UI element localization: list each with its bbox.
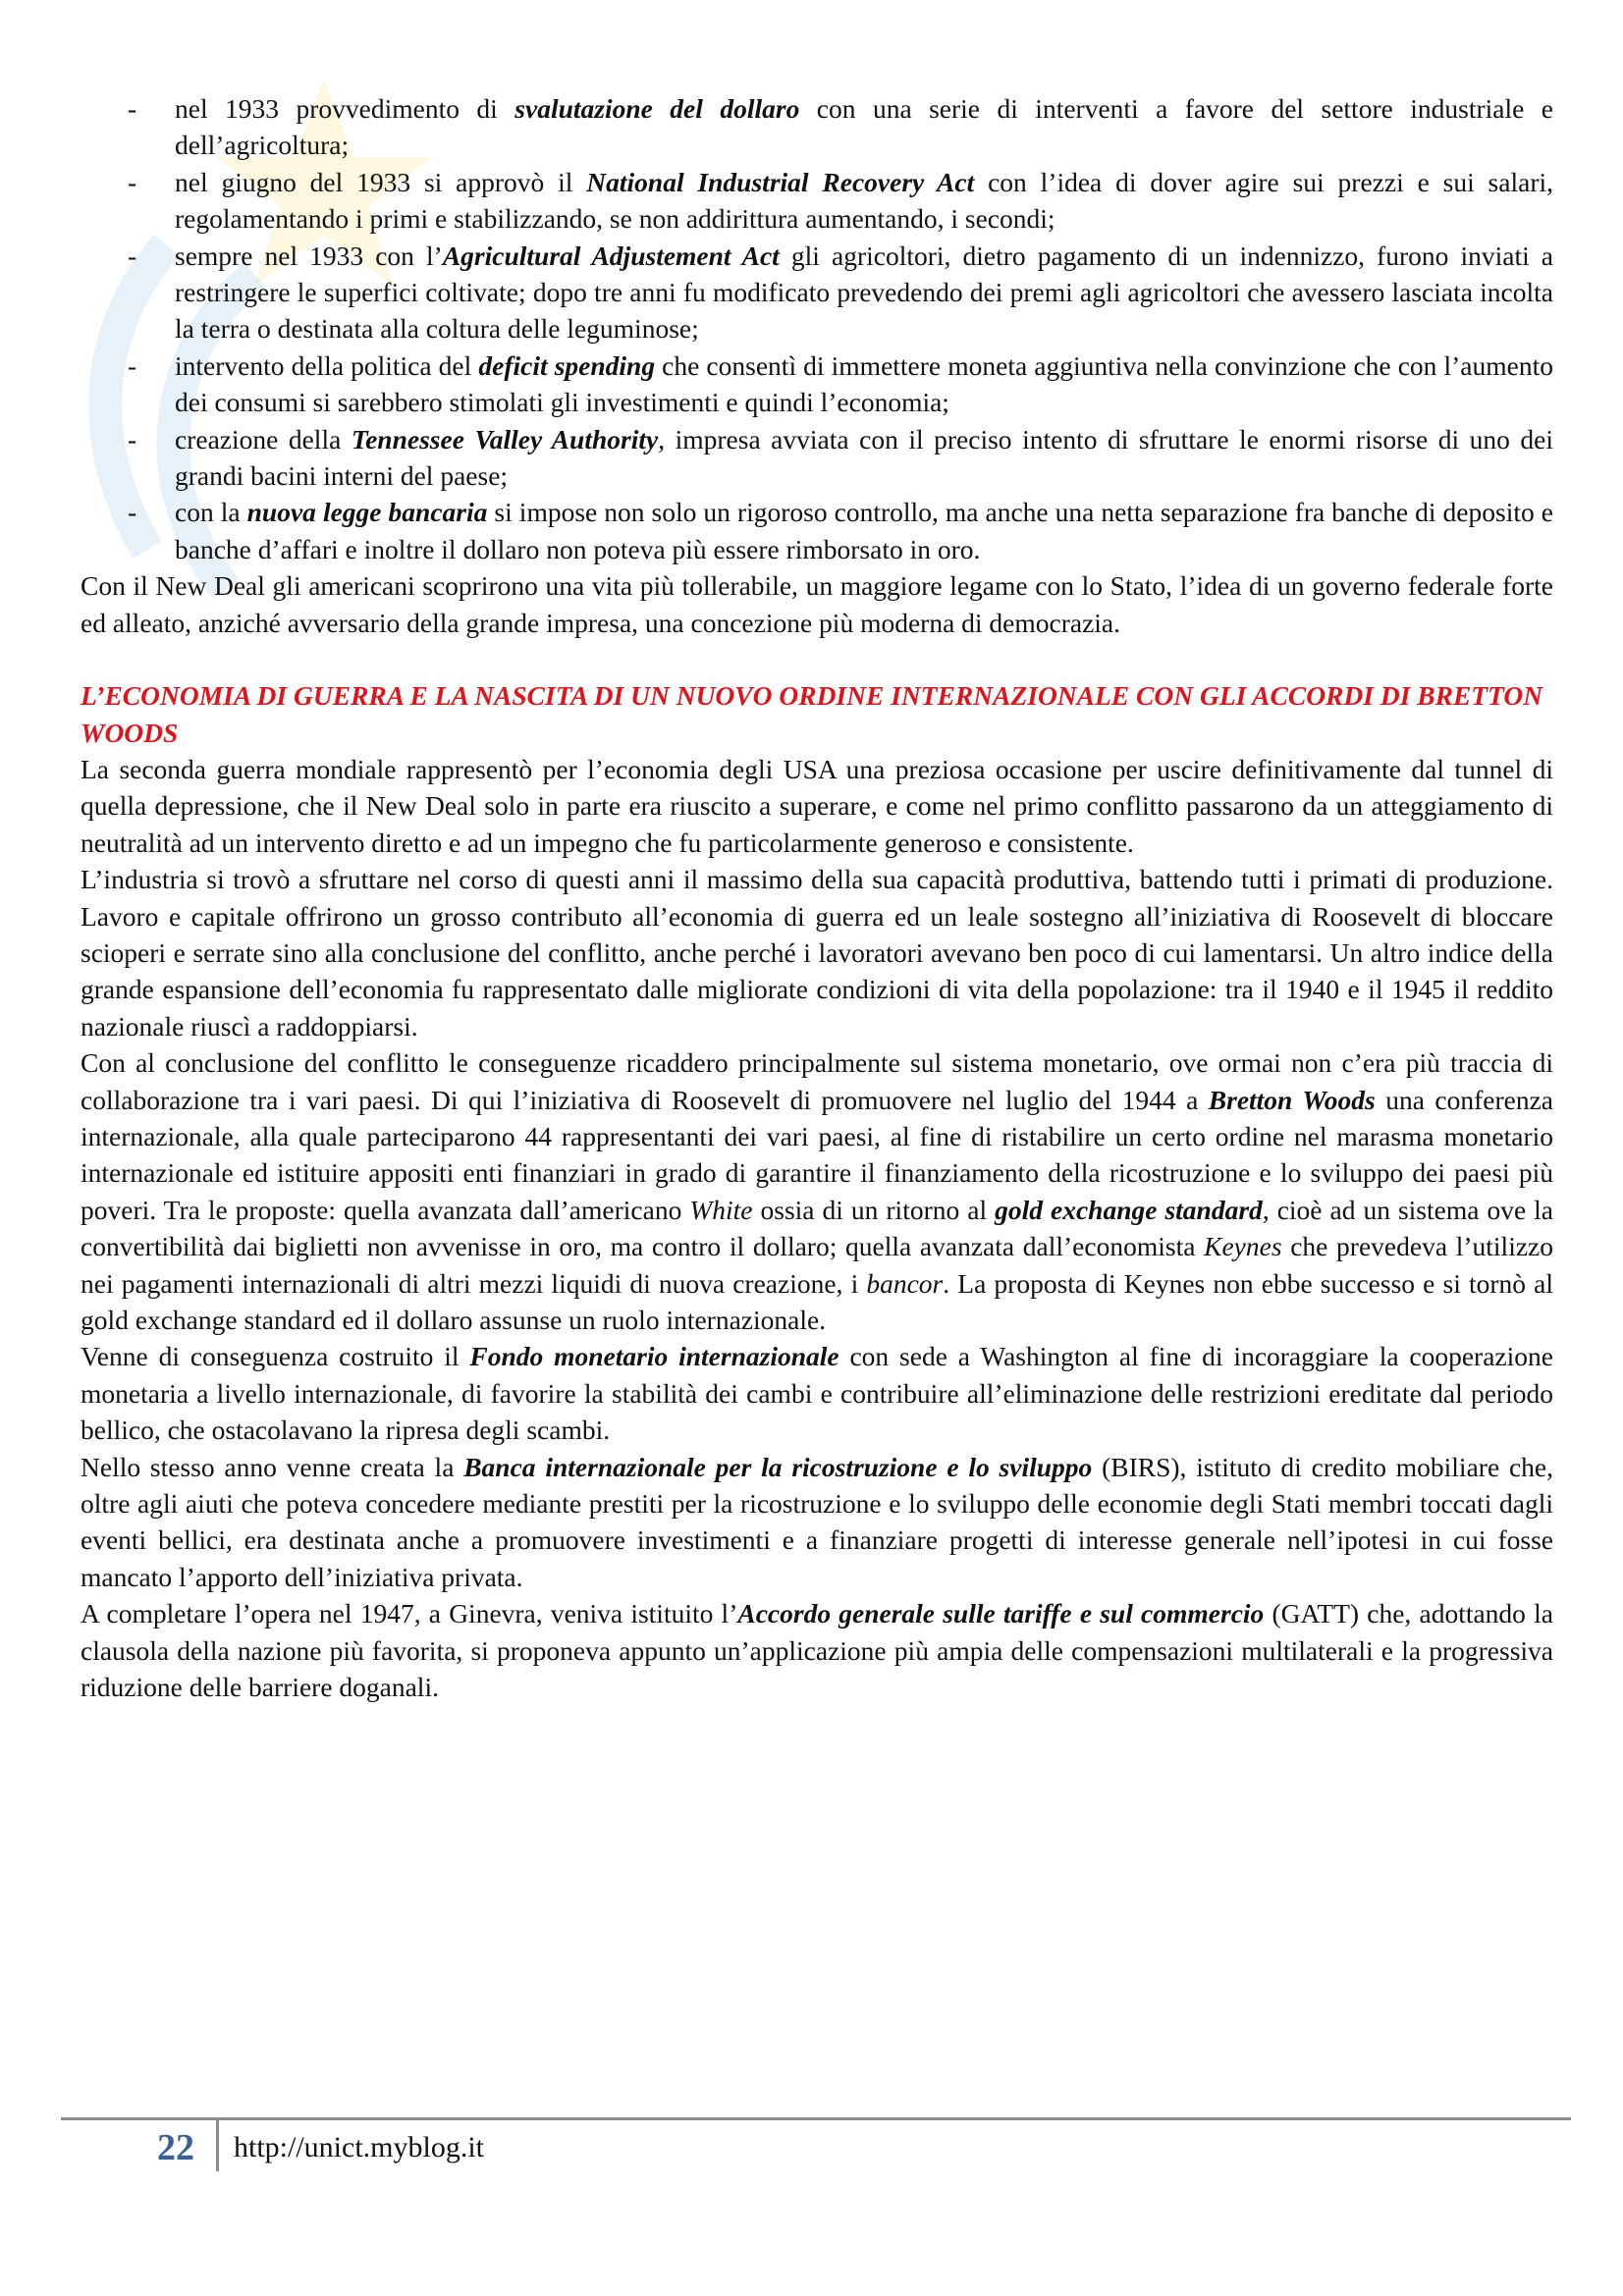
text-run: nel giugno del 1933 si approvò il [175, 166, 587, 197]
paragraph [81, 861, 1553, 1044]
list-item [81, 494, 1553, 567]
emphasis-term: Banca internazionale per la ricostruzione e lo sviluppo [463, 1451, 1093, 1482]
paragraph [81, 1449, 1553, 1596]
text-run: L’industria si trovò a sfruttare nel corso di questi anni il massimo della sua capacità produttiva, battendo tutti i primati di produzione. Lavoro e capitale offrirono un grosso contributo all’economia di guerra ed un leale sostegno all’iniziativa di Roosevelt di bloccare scioperi e serrate sino alla conclusione del conflitto, anche perché i lavoratori avevano ben poco di cui lamentarsi. Un altro indice della grande espansione dell’economia fu rappresentato dalle migliorate condizioni di vita della popolazione: tra il 1940 e il 1945 il reddito nazionale riuscì a raddoppiarsi. [81, 864, 1553, 1041]
text-run: Venne di conseguenza costruito il [81, 1341, 470, 1372]
text-run: che prevedeva l’utilizzo nei pagamenti internazionali di altri mezzi liquidi di nuova creazione, i [81, 1231, 1553, 1299]
text-run: creazione della [175, 423, 352, 454]
list-dash: - [128, 166, 137, 197]
emphasis-term: svalutazione del dollaro [514, 93, 800, 124]
text-run: con l’idea di dover agire sui prezzi e sui salari, regolamentando i primi e stabilizzando, se non addirittura aumentando, i secondi; [175, 166, 1553, 235]
page-number: 22 [157, 2127, 194, 2168]
text-run: si impose non solo un rigoroso controllo, ma anche una netta separazione fra banche di deposito e banche d’affari e inoltre il dollaro non poteva più essere rimborsato in oro. [175, 497, 1553, 564]
text-run: (BIRS), istituto di credito mobiliare che, oltre agli aiuti che poteva concedere mediante prestiti per la ricostruzione e lo sviluppo delle economie degli Stati membri toccati dagli eventi bellici, era destinata anche a promuovere investimenti e a finanziare progetti di interesse generale nell’ipotesi in cui fosse mancato l’apporto dell’iniziativa privata. [81, 1451, 1553, 1592]
bullet-list [81, 90, 1553, 567]
text-run: che consentì di immettere moneta aggiuntiva nella convinzione che con l’aumento dei consumi si sarebbero stimolati gli investimenti e quindi l’economia; [175, 349, 1553, 418]
text-run: intervento della politica del [175, 349, 479, 381]
emphasis-term: Fondo monetario internazionale [469, 1341, 839, 1372]
text-run: (GATT) che, adottando la clausola della nazione più favorita, si proponeva appunto un’applicazione più ampia delle compensazioni multilaterali e la progressiva riduzione delle barriere doganali. [81, 1598, 1553, 1703]
text-run: , cioè ad un sistema ove la convertibilità dai biglietti non avvenisse in oro, ma contro il dollaro; quella avanzata dall’economista [81, 1194, 1554, 1262]
section-heading: L’ECONOMIA DI GUERRA E LA NASCITA DI UN NUOVO ORDINE INTERNAZIONALE CON GLI ACCORDI DI BRETTON WOODS [81, 680, 1543, 748]
text-run: con una serie di interventi a favore del settore industriale e dell’agricoltura; [175, 93, 1554, 161]
emphasis-term: Bretton Woods [1208, 1084, 1376, 1115]
list-item [81, 347, 1553, 421]
emphasis-term: National Industrial Recovery Act [586, 166, 975, 197]
text-run: A completare l’opera nel 1947, a Ginevra, veniva istituito l’ [81, 1598, 738, 1629]
list-dash: - [128, 349, 137, 381]
list-item-text [175, 167, 1553, 234]
text-run: una conferenza internazionale, alla quale parteciparono 44 rappresentanti dei vari paesi, al fine di ristabilire un certo ordine nel marasma monetario internazionale ed istituire appositi enti finanziari in grado di garantire il finanziamento della ricostruzione e lo sviluppo dei paesi più poveri. Tra le proposte: quella avanzata dall’americano [81, 1084, 1553, 1225]
text-run: Con al conclusione del conflitto le conseguenze ricaddero principalmente sul sistema monetario, ove ormai non c’era più traccia di collaborazione tra i vari paesi. Di qui l’iniziativa di Roosevelt di promuovere nel luglio del 1944 a [81, 1047, 1553, 1115]
intro-paragraph [81, 567, 1553, 641]
paragraph [81, 1338, 1553, 1448]
list-dash: - [128, 93, 137, 124]
italic-term: bancor [866, 1267, 944, 1299]
list-item-text [175, 93, 1553, 160]
emphasis-term: nuova legge bancaria [246, 497, 488, 528]
emphasis-term: Agricultural Adjustement Act [442, 240, 780, 271]
page-content [81, 90, 1553, 1705]
text-run: Nello stesso anno venne creata la [81, 1451, 464, 1482]
italic-term: White [689, 1194, 753, 1225]
emphasis-term: Tennessee Valley Authority [351, 423, 659, 454]
list-dash: - [128, 497, 137, 528]
text-run: con la [175, 497, 247, 528]
emphasis-term: gold exchange standard [995, 1194, 1263, 1225]
paragraph [81, 1044, 1553, 1338]
list-item-text [175, 240, 1553, 345]
list-item [81, 421, 1553, 495]
footer-url-link[interactable]: http://unict.myblog.it [234, 2131, 484, 2163]
text-run: La seconda guerra mondiale rappresentò per l’economia degli USA una preziosa occasione per uscire definitivamente dal tunnel di quella depressione, che il New Deal solo in parte era riuscito a superare, e come nel primo conflitto passarono da un atteggiamento di neutralità ad un intervento diretto e ad un impegno che fu particolarmente generoso e consistente. [81, 753, 1553, 858]
list-item [81, 90, 1553, 164]
text-run: gli agricoltori, dietro pagamento di un indennizzo, furono inviati a restringere le superfici coltivate; dopo tre anni fu modificato prevedendo dei premi agli agricoltori che avessero lasciata incolta la terra o destinata alla coltura delle leguminose; [175, 240, 1553, 345]
text-run: con sede a Washington al fine di incoraggiare la cooperazione monetaria a livello internazionale, di favorire la stabilità dei cambi e contribuire all’eliminazione delle restrizioni ereditate dal periodo bellico, che ostacolavano la ripresa degli scambi. [81, 1341, 1553, 1446]
list-item [81, 238, 1553, 347]
footer-divider [61, 2117, 1571, 2120]
text-run: nel 1933 provvedimento di [175, 93, 515, 124]
text-run: sempre nel 1933 con l’ [175, 240, 443, 271]
text-run: , impresa avviata con il preciso intento di sfruttare le enormi risorse di uno dei grandi bacini interni del paese; [175, 423, 1553, 492]
list-item-text [175, 350, 1553, 417]
text-run: . La proposta di Keynes non ebbe successo e si tornò al gold exchange standard ed il dollaro assunse un ruolo internazionale. [81, 1267, 1553, 1335]
list-item-text [175, 497, 1553, 563]
emphasis-term: Accordo generale sulle tariffe e sul commercio [737, 1598, 1265, 1629]
paragraph [81, 1595, 1553, 1705]
text-run: ossia di un ritorno al [752, 1194, 996, 1225]
list-dash: - [128, 240, 137, 271]
text-run: Con il New Deal gli americani scoprirono una vita più tollerabile, un maggiore legame con lo Stato, l’idea di un governo federale forte ed alleato, anziché avversario della grande impresa, una concezione più moderna di democrazia. [81, 570, 1553, 638]
list-item [81, 164, 1553, 238]
footer-separator [216, 2120, 219, 2171]
italic-term: Keynes [1204, 1231, 1282, 1262]
emphasis-term: deficit spending [478, 349, 656, 381]
list-dash: - [128, 423, 137, 454]
paragraph [81, 751, 1553, 861]
list-item-text [175, 424, 1553, 491]
